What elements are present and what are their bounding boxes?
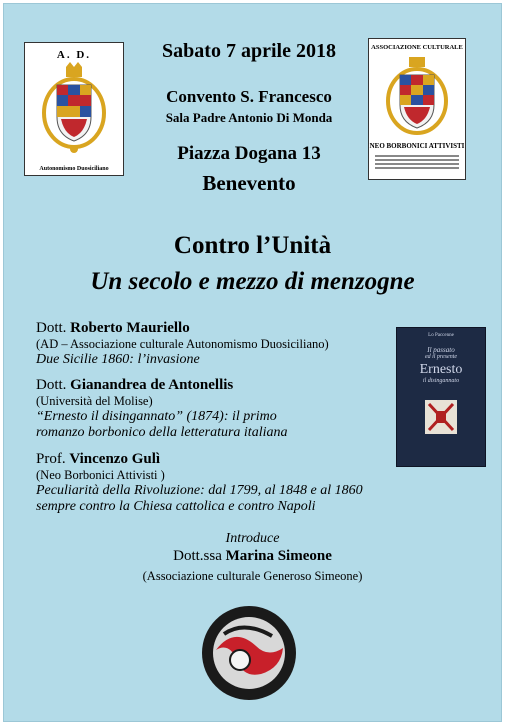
generoso-simeone-logo-icon xyxy=(200,604,298,702)
speaker-2 xyxy=(36,377,386,441)
autonomismo-emblem xyxy=(24,42,124,176)
poster xyxy=(3,3,502,722)
speaker-affiliation: (Università del Molise) xyxy=(36,394,153,408)
event-address: Piazza Dogana 13 xyxy=(177,143,321,164)
assoc-details xyxy=(375,153,459,171)
speaker-talk: Due Sicilie 1860: l’invasione xyxy=(36,352,200,367)
speaker-talk-line2: sempre contro la Chiesa cattolica e contro Napoli xyxy=(36,499,316,514)
speaker-1 xyxy=(36,320,386,368)
introducer-affiliation: (Associazione culturale Generoso Simeone) xyxy=(142,569,363,583)
book-line3: Ernesto xyxy=(419,362,463,377)
speaker-talk-line1: “Ernesto il disingannato” (1874): il primo xyxy=(36,409,277,424)
event-room: Sala Padre Antonio Di Monda xyxy=(165,110,333,125)
event-venue: Convento S. Francesco xyxy=(166,87,332,106)
main-subtitle: Un secolo e mezzo di menzogne xyxy=(90,268,415,295)
coat-of-arms-icon xyxy=(383,53,451,141)
assoc-title: ASSOCIAZIONE CULTURALE xyxy=(371,44,463,51)
introducer-name xyxy=(4,548,501,565)
speaker-prefix: Dott. xyxy=(36,377,67,393)
book-line2: ed il presente xyxy=(424,354,458,360)
book-line4: il disingannato xyxy=(422,378,460,384)
main-title: Contro l’Unità xyxy=(173,232,332,259)
speaker-name: Vincenzo Gulì xyxy=(69,451,161,467)
speaker-prefix: Prof. xyxy=(36,451,66,467)
speaker-talk-line2: romanzo borbonico della letteratura italiana xyxy=(36,425,288,440)
emblem-caption: Autonomismo Duosiciliano xyxy=(39,166,109,172)
introducer-full-name: Marina Simeone xyxy=(225,548,332,564)
event-date: Sabato 7 aprile 2018 xyxy=(162,40,336,62)
emblem-letters: A. D. xyxy=(56,49,92,61)
speaker-name: Gianandrea de Antonellis xyxy=(70,377,234,393)
book-line1: Il passato xyxy=(427,346,455,354)
speaker-talk-line1: Peculiarità della Rivoluzione: dal 1799, al 1848 e al 1860 xyxy=(36,483,363,498)
book-cover xyxy=(396,327,486,467)
neo-borbonici-emblem xyxy=(368,38,466,180)
event-city: Benevento xyxy=(202,171,296,195)
book-author: Lo Paccenne xyxy=(428,333,454,338)
speaker-3 xyxy=(36,451,456,515)
speaker-prefix: Dott. xyxy=(36,320,67,336)
coat-of-arms-icon xyxy=(39,61,109,157)
introducer-prefix: Dott.ssa xyxy=(173,548,222,564)
speaker-name: Roberto Mauriello xyxy=(70,320,190,336)
crest-icon xyxy=(425,400,457,434)
speaker-affiliation: (AD – Associazione culturale Autonomismo Duosiciliano) xyxy=(36,337,329,351)
speaker-affiliation: (Neo Borbonici Attivisti ) xyxy=(36,468,165,482)
introduce-label: Introduce xyxy=(225,531,280,546)
assoc-name: NEO BORBONICI ATTIVISTI xyxy=(369,142,465,150)
